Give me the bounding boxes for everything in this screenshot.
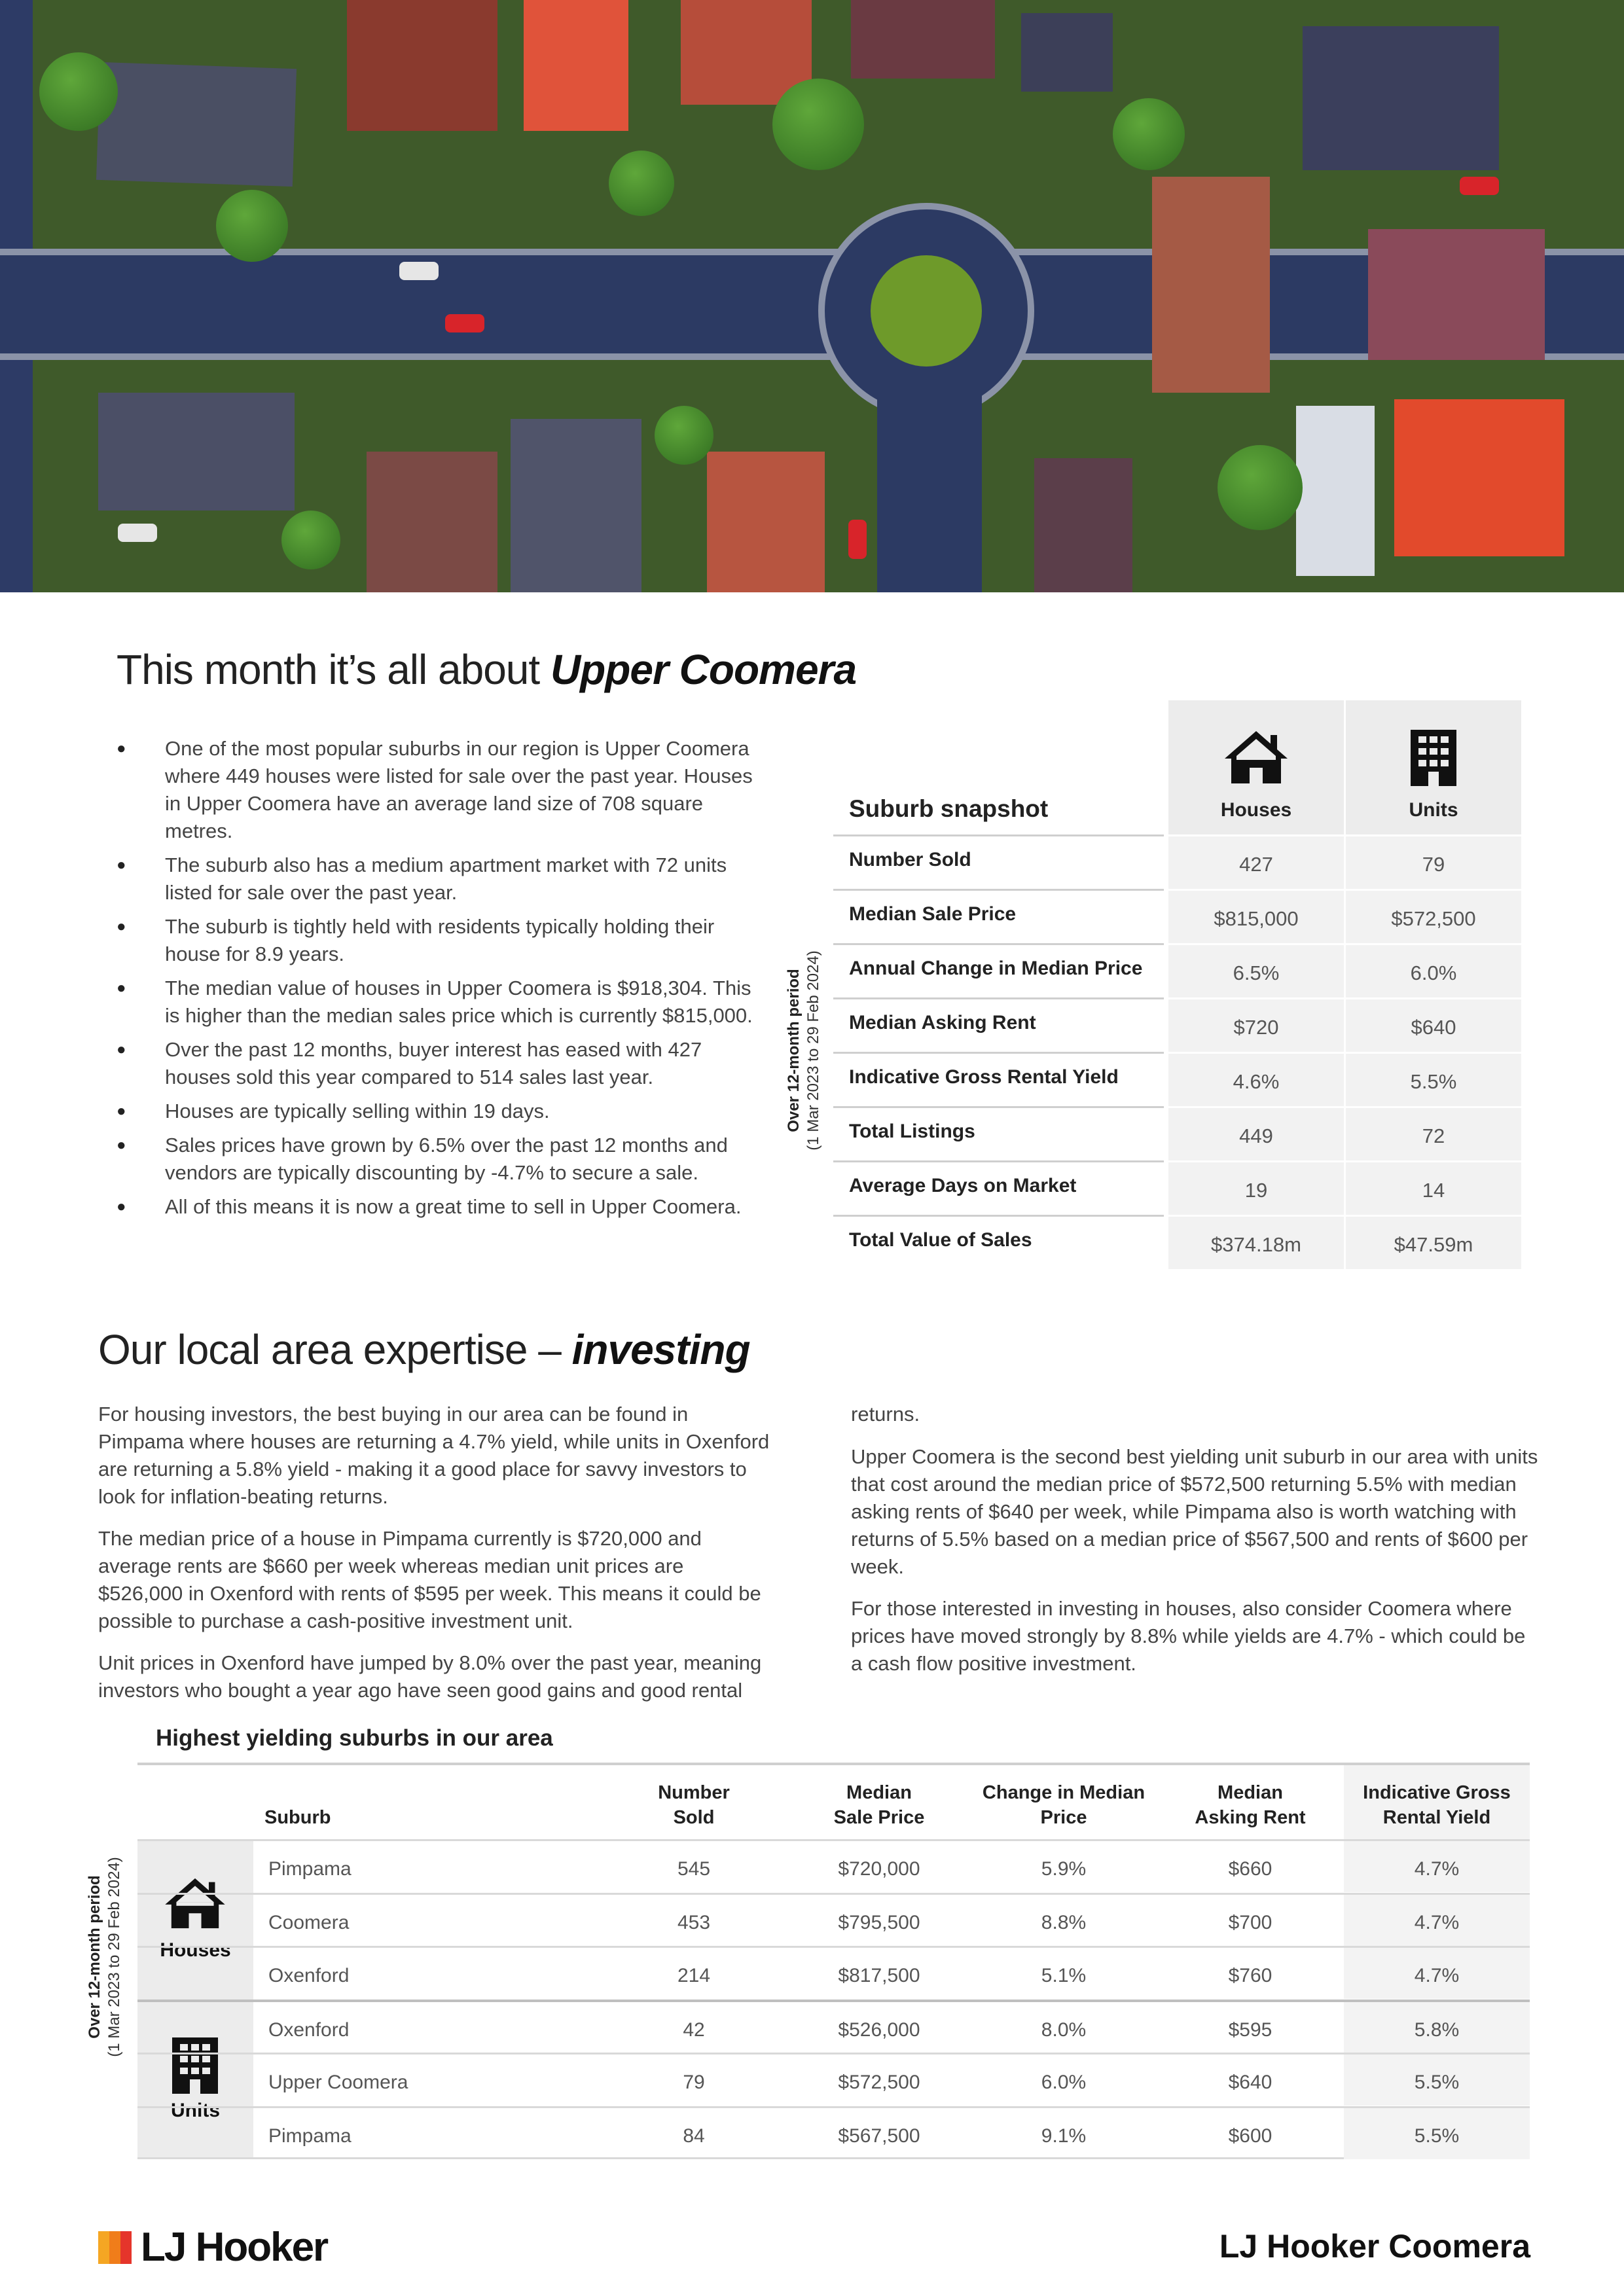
snapshot-header-units bbox=[1346, 700, 1521, 834]
table-row bbox=[137, 1946, 1530, 2000]
snapshot-period-line2: (1 Mar 2023 to 29 Feb 2024) bbox=[804, 950, 822, 1151]
cell-suburb: Pimpama bbox=[268, 2125, 352, 2147]
yield-table bbox=[137, 1839, 1530, 2159]
cell-price: $572,500 bbox=[838, 2072, 920, 2093]
group-label-units: Units bbox=[171, 2100, 220, 2121]
logo-bars-icon bbox=[98, 2231, 132, 2264]
cell-sold: 84 bbox=[683, 2125, 705, 2147]
cell-rent: $760 bbox=[1228, 1965, 1272, 1986]
cell-suburb: Oxenford bbox=[268, 2018, 350, 2041]
investing-emphasis: investing bbox=[571, 1326, 750, 1373]
cell-sold: 453 bbox=[677, 1911, 711, 1933]
col-header-sold: Number Sold bbox=[658, 1782, 730, 1828]
units-value: 5.5% bbox=[1346, 1052, 1521, 1106]
houses-value: 6.5% bbox=[1168, 943, 1344, 997]
units-value: $572,500 bbox=[1346, 889, 1521, 943]
investing-prefix: Our local area expertise – bbox=[98, 1326, 561, 1373]
houses-value: 449 bbox=[1168, 1106, 1344, 1160]
cell-yield: 4.7% bbox=[1344, 1948, 1530, 1999]
cell-rent: $660 bbox=[1228, 1858, 1272, 1880]
col-header-price: Median Sale Price bbox=[833, 1782, 925, 1828]
table-row bbox=[137, 2106, 1530, 2160]
houses-value: $815,000 bbox=[1168, 889, 1344, 943]
hero-aerial-photo bbox=[0, 0, 1624, 592]
cell-yield: 5.5% bbox=[1344, 2108, 1530, 2159]
row-label: Median Asking Rent bbox=[833, 997, 1164, 1052]
suburb-facts-list bbox=[117, 735, 771, 1227]
cell-suburb: Coomera bbox=[268, 1911, 350, 1933]
lj-hooker-logo bbox=[98, 2224, 327, 2270]
units-value: 6.0% bbox=[1346, 943, 1521, 997]
list-item: ● All of this means it is now a great time to sell in Upper Coomera. bbox=[117, 1193, 771, 1221]
logo-text: LJ Hooker bbox=[141, 2225, 328, 2270]
investing-paragraph: For housing investors, the best buying in our area can be found in Pimpama where houses are returning a 4.7% yield, while units in Oxenford are returning a 5.8% yield - making it a good place for savvy investors to look for inflation-beating returns. bbox=[98, 1403, 770, 1508]
col-header-yield: Indicative Gross Rental Yield bbox=[1344, 1765, 1530, 1839]
house-icon bbox=[1223, 730, 1289, 785]
cell-rent: $595 bbox=[1228, 2018, 1272, 2041]
office-name: LJ Hooker Coomera bbox=[1219, 2228, 1530, 2265]
yield-period-label bbox=[85, 1852, 124, 2062]
cell-yield: 4.7% bbox=[1344, 1841, 1530, 1892]
group-label-houses: Houses bbox=[160, 1939, 231, 1961]
cell-suburb: Pimpama bbox=[268, 1858, 352, 1880]
list-item: ● The suburb is tightly held with residents typically holding their house for 8.9 years. bbox=[117, 913, 771, 968]
logo-bar bbox=[98, 2231, 109, 2264]
logo-bar bbox=[109, 2231, 120, 2264]
yield-table-title: Highest yielding suburbs in our area bbox=[156, 1725, 553, 1751]
table-row bbox=[137, 2053, 1530, 2106]
cell-change: 8.0% bbox=[1041, 2018, 1087, 2041]
investing-paragraph: The median price of a house in Pimpama currently is $720,000 and average rents are $660 per week whereas median unit prices are $526,000 in Oxenford with rents of $595 per week. This means it could be possible to purchase a cash-positive investment unit. bbox=[98, 1527, 761, 1632]
cell-yield: 5.5% bbox=[1344, 2054, 1530, 2106]
cell-change: 5.1% bbox=[1041, 1965, 1087, 1986]
cell-rent: $600 bbox=[1228, 2125, 1272, 2147]
investing-heading bbox=[98, 1323, 750, 1376]
cell-price: $795,500 bbox=[838, 1911, 920, 1933]
list-item: ● One of the most popular suburbs in our region is Upper Coomera where 449 houses were listed for sale over the past year. Houses in Upper Coomera have an average land size of 708 square metres. bbox=[117, 735, 771, 845]
list-item: ● The suburb also has a medium apartment market with 72 units listed for sale over the past year. bbox=[117, 852, 771, 906]
cell-change: 5.9% bbox=[1041, 1858, 1087, 1880]
table-row bbox=[137, 1893, 1530, 1946]
row-label: Number Sold bbox=[833, 834, 1164, 889]
snapshot-col-units: Units bbox=[1409, 799, 1458, 821]
cell-sold: 42 bbox=[683, 2018, 705, 2041]
snapshot-period-line1: Over 12-month period bbox=[785, 969, 803, 1132]
cell-price: $567,500 bbox=[838, 2125, 920, 2147]
row-label: Total Listings bbox=[833, 1106, 1164, 1160]
houses-value: 427 bbox=[1168, 834, 1344, 889]
houses-value: 19 bbox=[1168, 1160, 1344, 1215]
cell-price: $817,500 bbox=[838, 1965, 920, 1986]
building-icon bbox=[1411, 730, 1456, 786]
houses-value: $374.18m bbox=[1168, 1215, 1344, 1269]
snapshot-col-houses: Houses bbox=[1220, 799, 1292, 821]
cell-sold: 79 bbox=[683, 2072, 705, 2093]
snapshot-title: Suburb snapshot bbox=[849, 795, 1049, 822]
cell-yield: 5.8% bbox=[1344, 2002, 1530, 2053]
col-header-rent: Median Asking Rent bbox=[1195, 1782, 1306, 1828]
row-label: Median Sale Price bbox=[833, 889, 1164, 943]
table-row bbox=[137, 2000, 1530, 2053]
investing-paragraph: Upper Coomera is the second best yielding unit suburb in our area with units that cost around the median price of $572,500 returning 5.5% with median asking rents of $640 per week, while Pimpama also is worth watching with returns of 5.5% based on a median price of $567,500 and rents of $600 per week. bbox=[851, 1445, 1538, 1578]
investing-paragraph: returns. bbox=[851, 1403, 920, 1426]
list-item: ● Houses are typically selling within 19 days. bbox=[117, 1098, 771, 1125]
units-value: 79 bbox=[1346, 834, 1521, 889]
col-header-change: Change in Median Price bbox=[982, 1782, 1146, 1828]
cell-change: 6.0% bbox=[1041, 2072, 1087, 2093]
logo-bar bbox=[120, 2231, 132, 2264]
units-value: 14 bbox=[1346, 1160, 1521, 1215]
cell-rent: $640 bbox=[1228, 2072, 1272, 2093]
snapshot-period-label bbox=[784, 946, 823, 1155]
yield-period-line1: Over 12-month period bbox=[86, 1875, 103, 2039]
cell-yield: 4.7% bbox=[1344, 1895, 1530, 1946]
headline-prefix: This month it’s all about bbox=[117, 646, 540, 693]
row-label: Total Value of Sales bbox=[833, 1215, 1164, 1269]
headline-suburb: Upper Coomera bbox=[550, 646, 857, 693]
units-value: 72 bbox=[1346, 1106, 1521, 1160]
houses-value: $720 bbox=[1168, 997, 1344, 1052]
houses-value: 4.6% bbox=[1168, 1052, 1344, 1106]
cell-suburb: Oxenford bbox=[268, 1965, 350, 1986]
page-headline bbox=[117, 643, 856, 696]
col-header-suburb: Suburb bbox=[264, 1807, 331, 1828]
row-label: Annual Change in Median Price bbox=[833, 943, 1164, 997]
units-value: $47.59m bbox=[1346, 1215, 1521, 1269]
cell-sold: 545 bbox=[677, 1858, 711, 1880]
cell-sold: 214 bbox=[677, 1965, 711, 1986]
snapshot-header-houses bbox=[1168, 700, 1344, 834]
list-item: ● Over the past 12 months, buyer interest has eased with 427 houses sold this year compared to 514 sales last year. bbox=[117, 1036, 771, 1091]
cell-price: $526,000 bbox=[838, 2018, 920, 2041]
cell-suburb: Upper Coomera bbox=[268, 2072, 408, 2093]
yield-table-divider bbox=[137, 1763, 1530, 1765]
table-row bbox=[137, 1839, 1530, 1893]
yield-period-line2: (1 Mar 2023 to 29 Feb 2024) bbox=[105, 1857, 123, 2057]
cell-price: $720,000 bbox=[838, 1858, 920, 1880]
units-value: $640 bbox=[1346, 997, 1521, 1052]
row-label: Indicative Gross Rental Yield bbox=[833, 1052, 1164, 1106]
cell-rent: $700 bbox=[1228, 1911, 1272, 1933]
list-item: ● The median value of houses in Upper Coomera is $918,304. This is higher than the median sales price which is currently $815,000. bbox=[117, 975, 771, 1030]
cell-change: 9.1% bbox=[1041, 2125, 1087, 2147]
list-item: ● Sales prices have grown by 6.5% over the past 12 months and vendors are typically discounting by -4.7% to secure a sale. bbox=[117, 1132, 771, 1187]
cell-change: 8.8% bbox=[1041, 1911, 1087, 1933]
row-label: Average Days on Market bbox=[833, 1160, 1164, 1215]
investing-paragraph: Unit prices in Oxenford have jumped by 8.0% over the past year, meaning investors who bought a year ago have seen good gains and good rental bbox=[98, 1651, 762, 1702]
investing-paragraph: For those interested in investing in houses, also consider Coomera where prices have moved strongly by 8.8% while yields are 4.7% - which could be a cash flow positive investment. bbox=[851, 1597, 1526, 1675]
